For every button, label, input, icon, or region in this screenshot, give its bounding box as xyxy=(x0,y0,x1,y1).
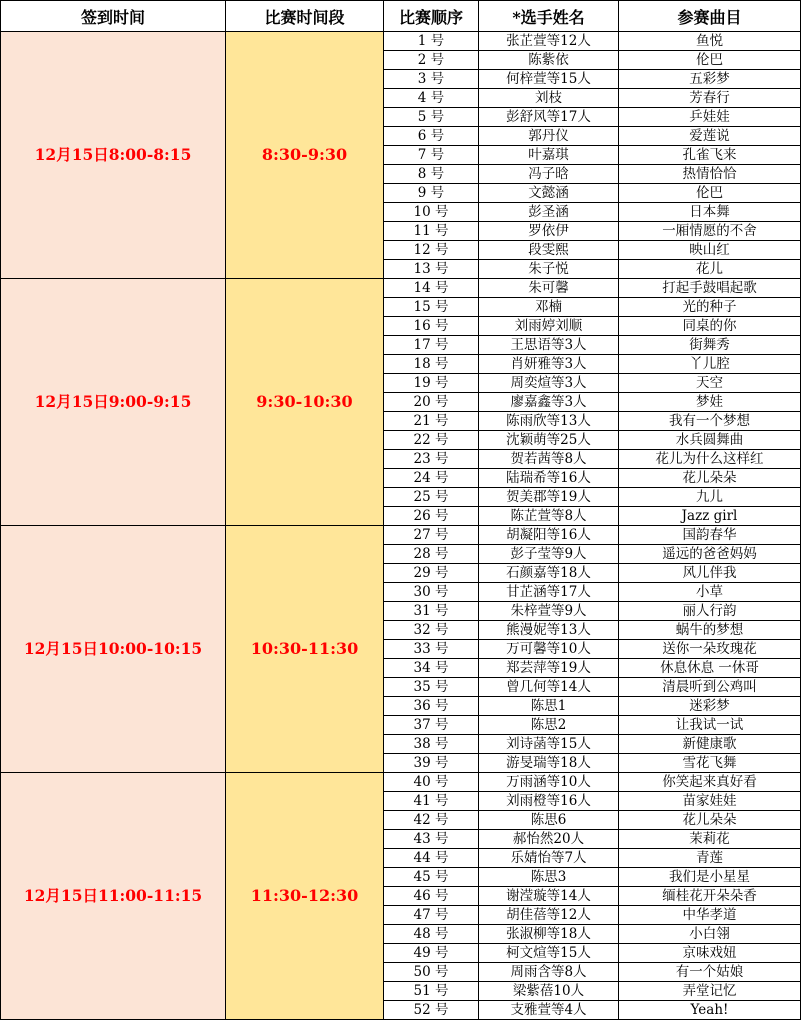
contestant-name-cell: 刘枝 xyxy=(479,89,619,108)
order-cell: 37 号 xyxy=(384,716,479,735)
order-cell: 7 号 xyxy=(384,146,479,165)
song-cell: 缅桂花开朵朵香 xyxy=(619,887,801,906)
contestant-name-cell: 陈思1 xyxy=(479,697,619,716)
song-cell: 九儿 xyxy=(619,488,801,507)
schedule-body xyxy=(1,32,801,1020)
song-cell: 丫儿腔 xyxy=(619,355,801,374)
order-cell: 48 号 xyxy=(384,925,479,944)
contestant-name-cell: 何梓萱等15人 xyxy=(479,70,619,89)
order-cell: 22 号 xyxy=(384,431,479,450)
song-cell: 新健康歌 xyxy=(619,735,801,754)
contestant-name-cell: 胡佳蓓等12人 xyxy=(479,906,619,925)
order-cell: 31 号 xyxy=(384,602,479,621)
order-cell: 52 号 xyxy=(384,1001,479,1020)
competition-period-cell: 10:30-11:30 xyxy=(226,526,384,773)
contestant-name-cell: 沈颖萌等25人 xyxy=(479,431,619,450)
contestant-name-cell: 邓楠 xyxy=(479,298,619,317)
order-cell: 21 号 xyxy=(384,412,479,431)
song-cell: 乒娃娃 xyxy=(619,108,801,127)
order-cell: 39 号 xyxy=(384,754,479,773)
contestant-name-cell: 朱子悦 xyxy=(479,260,619,279)
song-cell: 风儿伴我 xyxy=(619,564,801,583)
contestant-name-cell: 胡凝阳等16人 xyxy=(479,526,619,545)
order-cell: 14 号 xyxy=(384,279,479,298)
contestant-name-cell: 文懿涵 xyxy=(479,184,619,203)
checkin-time-cell: 12月15日11:00-11:15 xyxy=(1,773,226,1020)
song-cell: 街舞秀 xyxy=(619,336,801,355)
order-cell: 8 号 xyxy=(384,165,479,184)
song-cell: 映山红 xyxy=(619,241,801,260)
order-cell: 47 号 xyxy=(384,906,479,925)
order-cell: 5 号 xyxy=(384,108,479,127)
song-cell: 青莲 xyxy=(619,849,801,868)
contestant-name-cell: 陈思6 xyxy=(479,811,619,830)
song-cell: Yeah! xyxy=(619,1001,801,1020)
contestant-name-cell: 张淑柳等18人 xyxy=(479,925,619,944)
song-cell: 芳春行 xyxy=(619,89,801,108)
song-cell: 爱莲说 xyxy=(619,127,801,146)
order-cell: 3 号 xyxy=(384,70,479,89)
contestant-name-cell: 朱可馨 xyxy=(479,279,619,298)
competition-period-cell: 9:30-10:30 xyxy=(226,279,384,526)
order-cell: 17 号 xyxy=(384,336,479,355)
song-cell: 你笑起来真好看 xyxy=(619,773,801,792)
order-cell: 29 号 xyxy=(384,564,479,583)
song-cell: 一厢情愿的不舍 xyxy=(619,222,801,241)
contestant-name-cell: 彭舒风等17人 xyxy=(479,108,619,127)
order-cell: 40 号 xyxy=(384,773,479,792)
contestant-name-cell: 彭子莹等9人 xyxy=(479,545,619,564)
order-cell: 45 号 xyxy=(384,868,479,887)
contestant-name-cell: 朱梓萱等9人 xyxy=(479,602,619,621)
order-cell: 2 号 xyxy=(384,51,479,70)
song-cell: 小草 xyxy=(619,583,801,602)
order-cell: 27 号 xyxy=(384,526,479,545)
table-row xyxy=(1,279,801,298)
song-cell: 送你一朵玫瑰花 xyxy=(619,640,801,659)
order-cell: 50 号 xyxy=(384,963,479,982)
competition-period-cell: 11:30-12:30 xyxy=(226,773,384,1020)
order-cell: 19 号 xyxy=(384,374,479,393)
contestant-name-cell: 石颜嘉等18人 xyxy=(479,564,619,583)
order-cell: 4 号 xyxy=(384,89,479,108)
contestant-name-cell: 柯文煊等15人 xyxy=(479,944,619,963)
song-cell: 打起手鼓唱起歌 xyxy=(619,279,801,298)
contestant-name-cell: 周雨含等8人 xyxy=(479,963,619,982)
song-cell: 日本舞 xyxy=(619,203,801,222)
contestant-name-cell: 陆瑞希等16人 xyxy=(479,469,619,488)
contestant-name-cell: 张芷萱等12人 xyxy=(479,32,619,51)
contestant-name-cell: 甘芷涵等17人 xyxy=(479,583,619,602)
song-cell: 京味戏妞 xyxy=(619,944,801,963)
song-cell: 清晨听到公鸡叫 xyxy=(619,678,801,697)
order-cell: 23 号 xyxy=(384,450,479,469)
header-checkin-time: 签到时间 xyxy=(1,1,226,32)
song-cell: 雪花飞舞 xyxy=(619,754,801,773)
order-cell: 35 号 xyxy=(384,678,479,697)
song-cell: 鱼悦 xyxy=(619,32,801,51)
contestant-name-cell: 游旻瑞等18人 xyxy=(479,754,619,773)
contestant-name-cell: 刘诗菡等15人 xyxy=(479,735,619,754)
competition-period-cell: 8:30-9:30 xyxy=(226,32,384,279)
song-cell: 小白翎 xyxy=(619,925,801,944)
contestant-name-cell: 刘雨婷刘顺 xyxy=(479,317,619,336)
song-cell: 花儿为什么这样红 xyxy=(619,450,801,469)
song-cell: 中华孝道 xyxy=(619,906,801,925)
song-cell: 孔雀飞来 xyxy=(619,146,801,165)
order-cell: 33 号 xyxy=(384,640,479,659)
order-cell: 10 号 xyxy=(384,203,479,222)
contestant-name-cell: 罗依伊 xyxy=(479,222,619,241)
order-cell: 38 号 xyxy=(384,735,479,754)
order-cell: 18 号 xyxy=(384,355,479,374)
contestant-name-cell: 贺美郡等19人 xyxy=(479,488,619,507)
order-cell: 46 号 xyxy=(384,887,479,906)
song-cell: 苗家娃娃 xyxy=(619,792,801,811)
order-cell: 1 号 xyxy=(384,32,479,51)
song-cell: 同桌的你 xyxy=(619,317,801,336)
contestant-name-cell: 万雨涵等10人 xyxy=(479,773,619,792)
order-cell: 12 号 xyxy=(384,241,479,260)
contestant-name-cell: 陈思2 xyxy=(479,716,619,735)
song-cell: 伦巴 xyxy=(619,51,801,70)
header-competition-period: 比赛时间段 xyxy=(226,1,384,32)
header-contestant-name: *选手姓名 xyxy=(479,1,619,32)
checkin-time-cell: 12月15日8:00-8:15 xyxy=(1,32,226,279)
header-order: 比赛顺序 xyxy=(384,1,479,32)
order-cell: 13 号 xyxy=(384,260,479,279)
order-cell: 20 号 xyxy=(384,393,479,412)
contestant-name-cell: 万可馨等10人 xyxy=(479,640,619,659)
order-cell: 42 号 xyxy=(384,811,479,830)
song-cell: 蜗牛的梦想 xyxy=(619,621,801,640)
order-cell: 11 号 xyxy=(384,222,479,241)
song-cell: 让我试一试 xyxy=(619,716,801,735)
order-cell: 25 号 xyxy=(384,488,479,507)
order-cell: 9 号 xyxy=(384,184,479,203)
song-cell: 光的种子 xyxy=(619,298,801,317)
table-row xyxy=(1,773,801,792)
contestant-name-cell: 王思语等3人 xyxy=(479,336,619,355)
contestant-name-cell: 陈芷萱等8人 xyxy=(479,507,619,526)
song-cell: 弄堂记忆 xyxy=(619,982,801,1001)
contestant-name-cell: 熊漫妮等13人 xyxy=(479,621,619,640)
song-cell: 迷彩梦 xyxy=(619,697,801,716)
order-cell: 43 号 xyxy=(384,830,479,849)
contestant-name-cell: 郝怡然20人 xyxy=(479,830,619,849)
contestant-name-cell: 谢滢璇等14人 xyxy=(479,887,619,906)
contestant-name-cell: 贺若茜等8人 xyxy=(479,450,619,469)
contestant-name-cell: 彭圣涵 xyxy=(479,203,619,222)
order-cell: 34 号 xyxy=(384,659,479,678)
song-cell: 五彩梦 xyxy=(619,70,801,89)
contestant-name-cell: 肖妍雅等3人 xyxy=(479,355,619,374)
song-cell: 遥远的爸爸妈妈 xyxy=(619,545,801,564)
order-cell: 24 号 xyxy=(384,469,479,488)
song-cell: 丽人行韵 xyxy=(619,602,801,621)
order-cell: 26 号 xyxy=(384,507,479,526)
order-cell: 16 号 xyxy=(384,317,479,336)
order-cell: 30 号 xyxy=(384,583,479,602)
song-cell: 花儿朵朵 xyxy=(619,811,801,830)
song-cell: 花儿 xyxy=(619,260,801,279)
contestant-name-cell: 陈思3 xyxy=(479,868,619,887)
table-row xyxy=(1,526,801,545)
song-cell: 热情恰恰 xyxy=(619,165,801,184)
header-song: 参赛曲目 xyxy=(619,1,801,32)
song-cell: Jazz girl xyxy=(619,507,801,526)
contestant-name-cell: 支雅萱等4人 xyxy=(479,1001,619,1020)
song-cell: 花儿朵朵 xyxy=(619,469,801,488)
order-cell: 32 号 xyxy=(384,621,479,640)
contestant-name-cell: 陈雨欣等13人 xyxy=(479,412,619,431)
song-cell: 休息休息 一休哥 xyxy=(619,659,801,678)
checkin-time-cell: 12月15日9:00-9:15 xyxy=(1,279,226,526)
song-cell: 我们是小星星 xyxy=(619,868,801,887)
order-cell: 41 号 xyxy=(384,792,479,811)
contestant-name-cell: 郭丹仪 xyxy=(479,127,619,146)
contestant-name-cell: 廖嘉鑫等3人 xyxy=(479,393,619,412)
order-cell: 6 号 xyxy=(384,127,479,146)
song-cell: 梦娃 xyxy=(619,393,801,412)
order-cell: 36 号 xyxy=(384,697,479,716)
contestant-name-cell: 郑芸萍等19人 xyxy=(479,659,619,678)
song-cell: 茉莉花 xyxy=(619,830,801,849)
contestant-name-cell: 冯子晗 xyxy=(479,165,619,184)
contestant-name-cell: 周奕煊等3人 xyxy=(479,374,619,393)
song-cell: 我有一个梦想 xyxy=(619,412,801,431)
order-cell: 51 号 xyxy=(384,982,479,1001)
contestant-name-cell: 刘雨橙等16人 xyxy=(479,792,619,811)
order-cell: 15 号 xyxy=(384,298,479,317)
contestant-name-cell: 段雯熙 xyxy=(479,241,619,260)
contestant-name-cell: 叶嘉琪 xyxy=(479,146,619,165)
song-cell: 有一个姑娘 xyxy=(619,963,801,982)
contestant-name-cell: 陈紫依 xyxy=(479,51,619,70)
song-cell: 天空 xyxy=(619,374,801,393)
checkin-time-cell: 12月15日10:00-10:15 xyxy=(1,526,226,773)
contestant-name-cell: 乐婧怡等7人 xyxy=(479,849,619,868)
song-cell: 国韵春华 xyxy=(619,526,801,545)
contestant-name-cell: 梁紫蓓10人 xyxy=(479,982,619,1001)
order-cell: 28 号 xyxy=(384,545,479,564)
song-cell: 水兵圆舞曲 xyxy=(619,431,801,450)
song-cell: 伦巴 xyxy=(619,184,801,203)
table-row xyxy=(1,32,801,51)
order-cell: 44 号 xyxy=(384,849,479,868)
order-cell: 49 号 xyxy=(384,944,479,963)
header-row xyxy=(1,1,801,32)
contestant-name-cell: 曾几何等14人 xyxy=(479,678,619,697)
